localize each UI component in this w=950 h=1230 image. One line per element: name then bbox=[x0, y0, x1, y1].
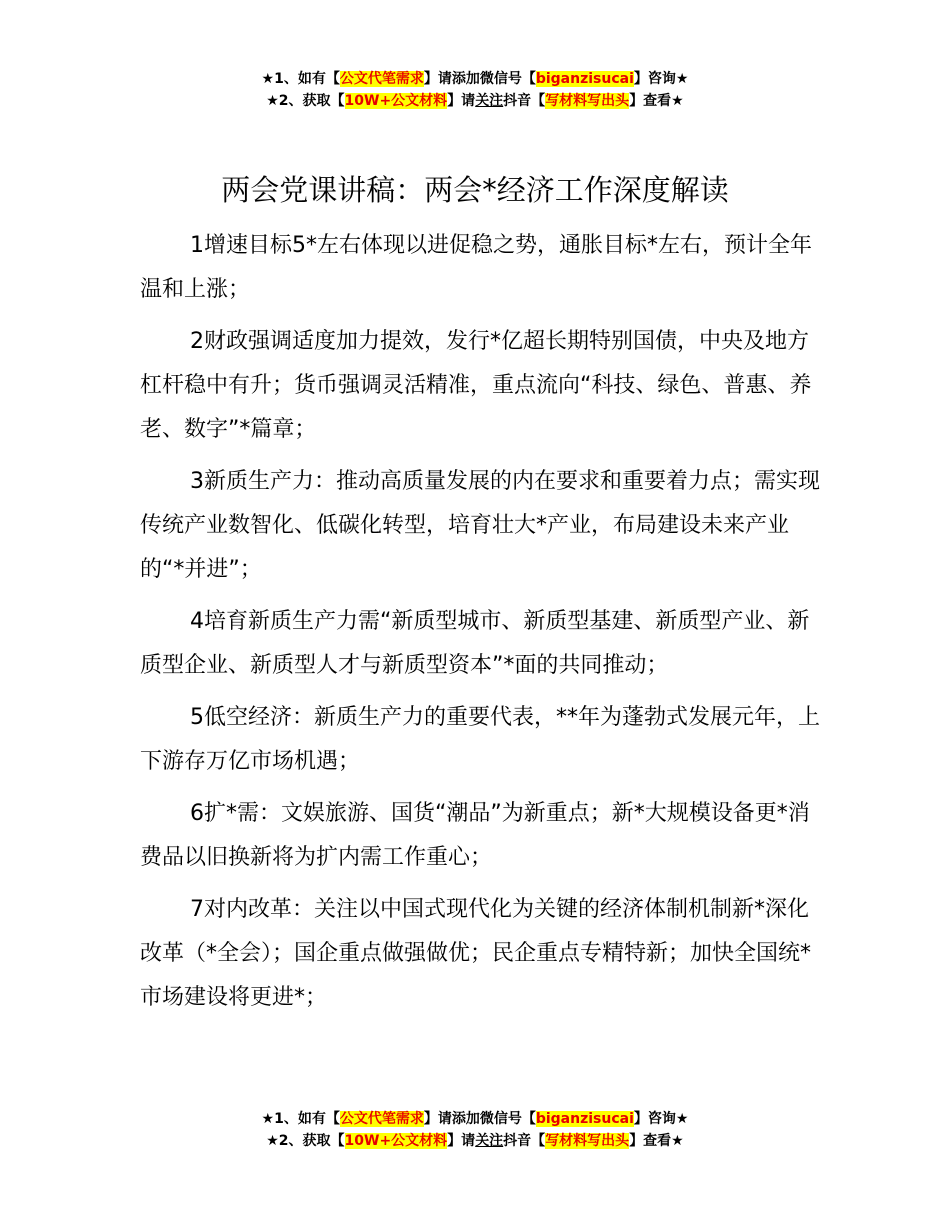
paragraph-7: 7对内改革：关注以中国式现代化为关键的经济体制机制新*深化改革（*全会）；国企重点做强做优；民企重点专精特新；加快全国统*市场建设将更进*； bbox=[140, 897, 812, 1010]
paragraph-6: 6扩*需：文娱旅游、国货“潮品”为新重点；新*大规模设备更*消费品以旧换新将为扩内需工作重心； bbox=[140, 801, 810, 870]
paragraph-1: 1增速目标5*左右体现以进促稳之势，通胀目标*左右，预计全年温和上涨； bbox=[140, 233, 812, 302]
promo-line-2: ★2、获取【10W+公文材料】请关注抖音【写材料写出头】查看★ bbox=[266, 93, 684, 109]
promo-line-1: ★1、如有【公文代笔需求】请添加微信号【biganzisucai】咨询★ bbox=[261, 71, 689, 87]
promo-line-1: ★1、如有【公文代笔需求】请添加微信号【biganzisucai】咨询★ bbox=[261, 1111, 689, 1127]
promo-material-highlight: 10W+公文材料 bbox=[344, 93, 448, 109]
document-body bbox=[140, 224, 830, 1028]
paragraph-3: 3新质生产力：推动高质量发展的内在要求和重要着力点；需实现传统产业数智化、低碳化转型，培育壮大*产业，布局建设未来产业的“*并进”； bbox=[140, 469, 820, 582]
promo-douyin-account: 写材料写出头 bbox=[545, 1133, 630, 1149]
promo-material-highlight: 10W+公文材料 bbox=[344, 1133, 448, 1149]
header-promo-banner bbox=[0, 68, 950, 112]
promo-line-2: ★2、获取【10W+公文材料】请关注抖音【写材料写出头】查看★ bbox=[266, 1133, 684, 1149]
promo-douyin-account: 写材料写出头 bbox=[545, 93, 630, 109]
footer-promo-banner bbox=[0, 1108, 950, 1152]
promo-service-highlight: 公文代笔需求 bbox=[339, 71, 424, 87]
paragraph-2: 2财政强调适度加力提效，发行*亿超长期特别国债，中央及地方杠杆稳中有升；货币强调灵活精准，重点流向“科技、绿色、普惠、养老、数字”*篇章； bbox=[140, 329, 812, 442]
promo-service-highlight: 公文代笔需求 bbox=[339, 1111, 424, 1127]
paragraph-4: 4培育新质生产力需“新质型城市、新质型基建、新质型产业、新质型企业、新质型人才与新质型资本”*面的共同推动； bbox=[140, 609, 810, 678]
paragraph-5: 5低空经济：新质生产力的重要代表，**年为蓬勃式发展元年，上下游存万亿市场机遇； bbox=[140, 705, 820, 774]
promo-wechat-id: biganzisucai bbox=[535, 1111, 634, 1127]
document-title: 两会党课讲稿：两会*经济工作深度解读 bbox=[221, 173, 729, 207]
promo-wechat-id: biganzisucai bbox=[535, 71, 634, 87]
